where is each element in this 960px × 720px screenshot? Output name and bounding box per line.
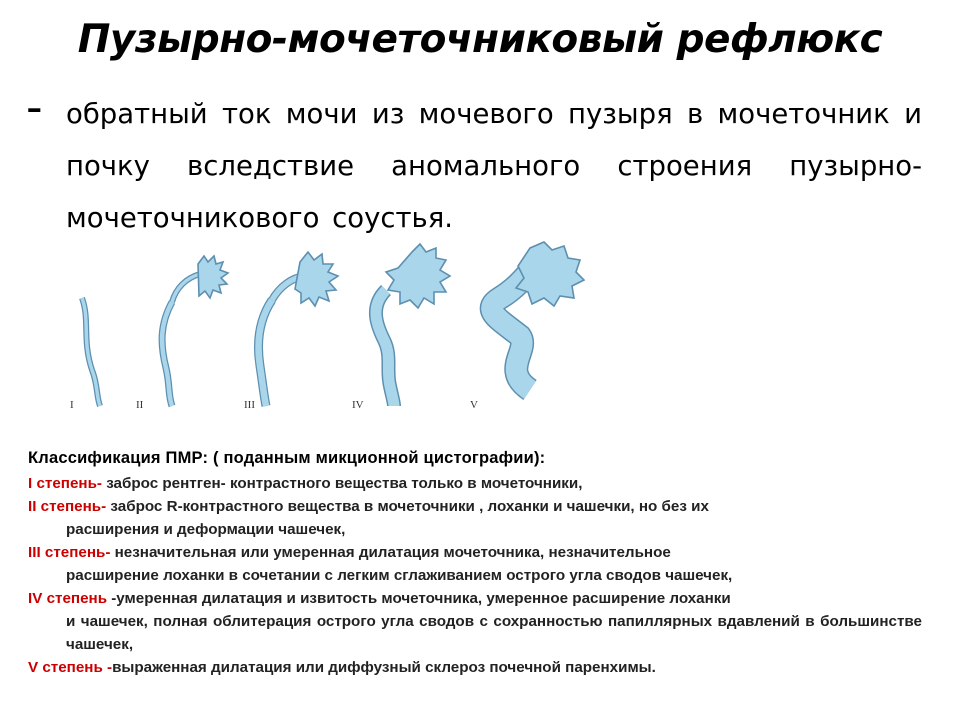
grade-1-item xyxy=(28,472,922,495)
grade-1-label: I xyxy=(70,399,74,411)
grade-5-ureter-figure xyxy=(492,242,584,390)
classification-heading: Классификация ПМР: ( поданным микционной цистографии): xyxy=(28,449,546,467)
grade-4-continuation: и чашечек, полная облитерация острого угла сводов с сохранностью папиллярных вдавлений в большинстве чашечек, xyxy=(66,613,922,653)
grade-4-text: -умеренная дилатация и извитость мочеточника, умеренное расширение лоханки xyxy=(107,590,731,607)
grade-2-label: II xyxy=(136,399,144,411)
grade-5-item xyxy=(28,656,922,679)
bullet-dash: - xyxy=(26,80,43,134)
grade-3-item xyxy=(28,541,922,587)
grade-5-title: V степень - xyxy=(28,659,113,676)
classification-block xyxy=(28,447,922,679)
slide-title: Пузырно-мочеточниковый рефлюкс xyxy=(77,17,883,62)
grade-5-label: V xyxy=(470,399,478,411)
grade-3-ureter-figure xyxy=(259,252,339,406)
grade-5-text: выраженная дилатация или диффузный склероз почечной паренхимы. xyxy=(112,659,656,676)
grade-2-text: заброс R-контрастного вещества в мочеточники , лоханки и чашечки, но без их xyxy=(106,498,709,515)
grade-4-item xyxy=(28,587,922,656)
grade-3-label: III xyxy=(244,399,255,411)
grade-3-title: III степень- xyxy=(28,544,111,561)
grade-1-text: заброс рентген- контрастного вещества только в мочеточники, xyxy=(101,475,583,492)
grade-3-text: незначительная или умеренная дилатация мочеточника, незначительное xyxy=(110,544,671,561)
grade-1-ureter-figure xyxy=(82,298,100,406)
grade-4-label: IV xyxy=(352,399,364,411)
grade-2-item xyxy=(28,495,922,541)
grade-4-title: IV степень xyxy=(28,590,108,607)
grade-4-ureter-figure xyxy=(376,244,450,406)
grade-2-continuation: расширения и деформации чашечек, xyxy=(66,521,346,538)
definition-text: обратный ток мочи из мочевого пузыря в мочеточник и почку вследствие аномального строения пузырно-мочеточникового соустья. xyxy=(66,98,922,234)
grade-1-title: I степень- xyxy=(28,475,102,492)
grade-2-ureter-figure xyxy=(162,256,228,406)
grade-3-continuation: расширение лоханки в сочетании с легким сглаживанием острого угла сводов чашечек, xyxy=(66,567,733,584)
reflux-grades-illustration xyxy=(60,240,620,415)
grade-2-title: II степень- xyxy=(28,498,107,515)
